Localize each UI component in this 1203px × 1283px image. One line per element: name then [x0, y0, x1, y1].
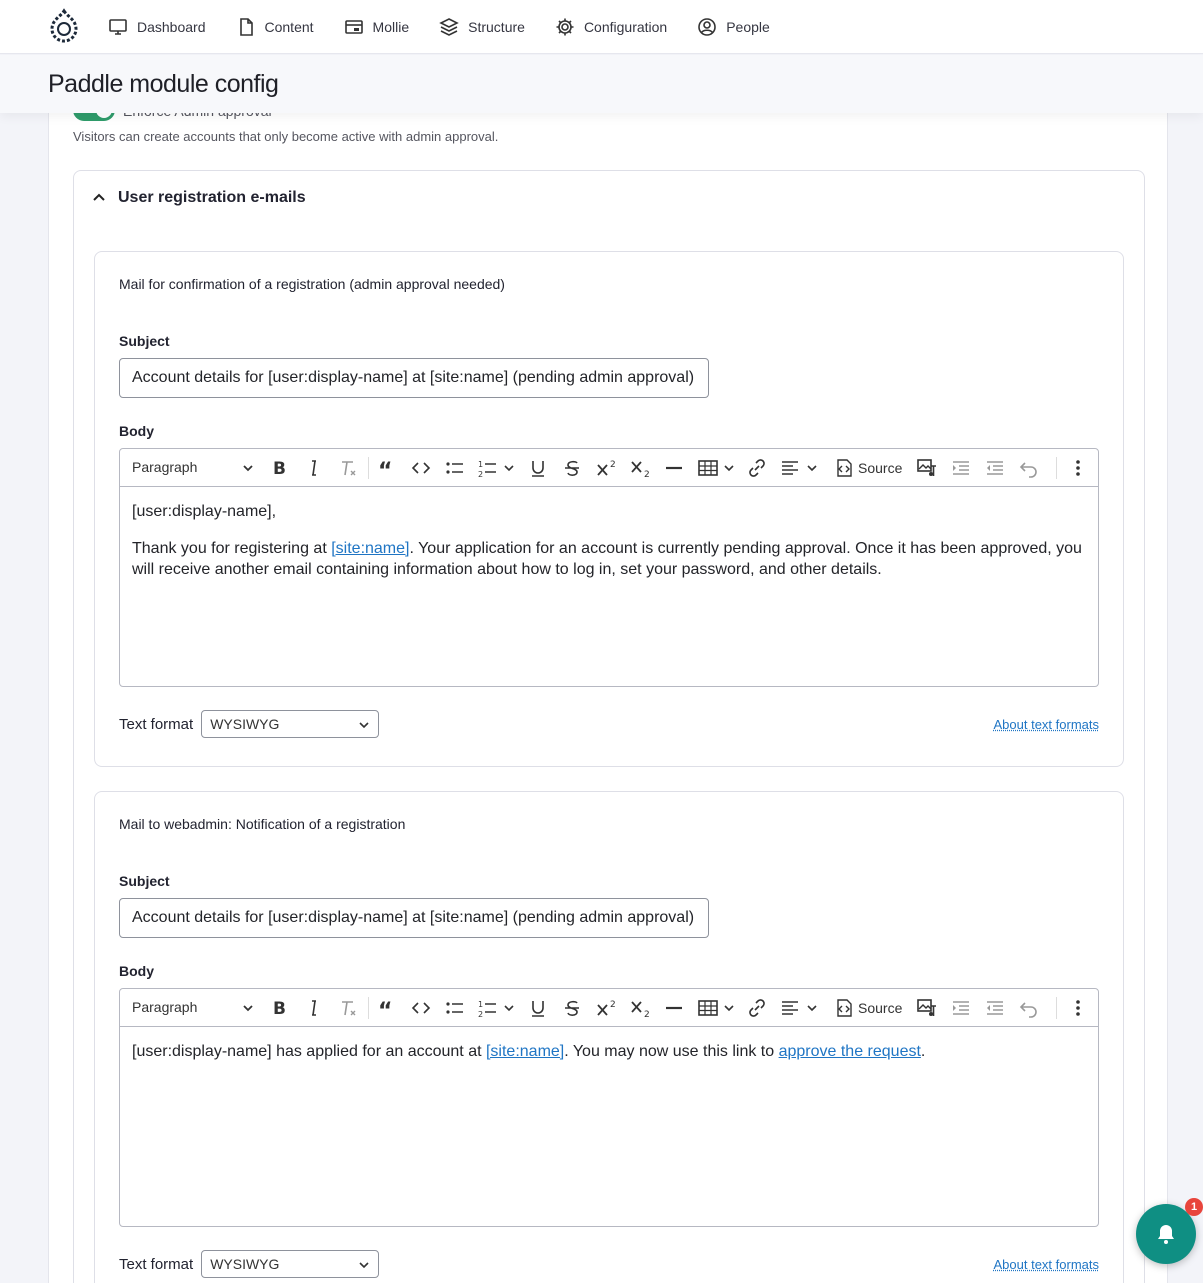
subject-label: Subject: [119, 873, 170, 889]
editor-content[interactable]: [132, 463, 1082, 596]
user-circle-icon: [697, 17, 717, 37]
svg-text:1: 1: [478, 460, 484, 469]
body-paragraph: [user:display-name],: [132, 503, 277, 520]
bell-icon: [1155, 1223, 1177, 1245]
gear-icon: [555, 17, 575, 37]
layers-icon: [439, 17, 459, 37]
nav-label: People: [726, 19, 770, 35]
svg-text:2: 2: [610, 460, 616, 470]
text-format-select[interactable]: [201, 710, 379, 738]
nav-item-configuration[interactable]: [555, 17, 667, 37]
nav-label: Dashboard: [137, 19, 206, 35]
text-format-row: [119, 1250, 379, 1278]
mail-title: Mail for confirmation of a registration (admin approval needed): [119, 276, 505, 292]
mail-block-webadmin-notification: [94, 791, 1124, 1283]
nav-label: Mollie: [372, 19, 410, 35]
body-label: Body: [119, 963, 154, 979]
chevron-down-icon: [358, 719, 370, 731]
nav-label: Content: [264, 19, 314, 35]
svg-text:“: “: [378, 999, 393, 1018]
site-name-token-link[interactable]: [site:name]: [331, 540, 410, 557]
svg-text:2: 2: [478, 470, 484, 478]
approve-request-link[interactable]: approve the request: [778, 1043, 921, 1060]
text-format-label: Text format: [119, 1255, 194, 1273]
svg-text:B: B: [273, 999, 286, 1018]
nav-label: Structure: [468, 19, 525, 35]
subject-input[interactable]: Account details for [user:display-name] at [site:name] (pending admin approval): [119, 358, 709, 398]
paragraph-label: Paragraph: [132, 999, 198, 1015]
mail-title: Mail to webadmin: Notification of a registration: [119, 816, 406, 832]
nav-item-content[interactable]: [236, 17, 314, 37]
body-text: . Your application for an account is currently pending approval. Once it has been approved, you will receive another email containing information about how to log in, set your password, and other details.: [132, 540, 1082, 578]
nav-item-people[interactable]: [697, 17, 770, 37]
text-format-label: Text format: [119, 715, 194, 733]
subject-label: Subject: [119, 333, 170, 349]
nav-label: Configuration: [583, 19, 668, 35]
card-icon: [344, 17, 364, 37]
nav-item-structure[interactable]: [439, 17, 525, 37]
about-text-formats-link[interactable]: About text formats: [993, 1257, 1099, 1272]
chevron-up-icon: [90, 189, 108, 207]
admin-approval-description: Visitors can create accounts that only become active with admin approval.: [73, 129, 499, 144]
chevron-down-icon: [358, 1259, 370, 1271]
about-text-formats-link[interactable]: About text formats: [993, 717, 1099, 732]
body-label: Body: [119, 423, 154, 439]
settings-card: [48, 100, 1168, 1283]
body-paragraph: [132, 1041, 1082, 1062]
document-icon: [236, 17, 256, 37]
top-navigation: [0, 0, 1203, 54]
text-format-select[interactable]: [201, 1250, 379, 1278]
svg-text:B: B: [273, 459, 286, 478]
subject-input[interactable]: Account details for [user:display-name] at [site:name] (pending admin approval): [119, 898, 709, 938]
page-header: [0, 55, 1203, 113]
body-editor[interactable]: [119, 988, 1099, 1227]
body-text: .: [920, 1043, 926, 1060]
source-label: Source: [858, 460, 903, 476]
drupal-drop-logo-icon[interactable]: [46, 8, 82, 44]
site-name-token-link[interactable]: [site:name]: [485, 1043, 565, 1060]
svg-text:“: “: [378, 459, 393, 478]
text-format-row: [119, 710, 379, 738]
svg-text:1: 1: [478, 1000, 484, 1009]
section-title: User registration e-mails: [118, 189, 306, 206]
text-format-value: WYSIWYG: [210, 716, 280, 732]
svg-text:2: 2: [478, 1010, 484, 1018]
notifications-button[interactable]: [1136, 1201, 1198, 1264]
editor-content[interactable]: [132, 1003, 1082, 1078]
body-text: Thank you for registering at: [132, 540, 332, 557]
paragraph-label: Paragraph: [132, 459, 198, 475]
notification-count-badge: 1: [1185, 1198, 1203, 1216]
section-toggle[interactable]: [90, 189, 306, 207]
nav-item-dashboard[interactable]: [108, 17, 206, 37]
user-registration-emails-section: [73, 170, 1145, 1283]
page-title: Paddle module config: [48, 70, 279, 98]
svg-text:2: 2: [644, 470, 650, 478]
body-text: . You may now use this link to: [564, 1043, 779, 1060]
monitor-icon: [108, 17, 128, 37]
body-editor[interactable]: [119, 448, 1099, 687]
body-text: [user:display-name] has applied for an account at: [132, 1043, 486, 1060]
body-paragraph: [132, 538, 1082, 580]
source-label: Source: [858, 1000, 903, 1016]
svg-text:2: 2: [610, 1000, 616, 1010]
mail-block-admin-approval: [94, 251, 1124, 767]
nav-item-mollie[interactable]: [344, 17, 410, 37]
svg-text:2: 2: [644, 1010, 650, 1018]
text-format-value: WYSIWYG: [210, 1256, 280, 1272]
